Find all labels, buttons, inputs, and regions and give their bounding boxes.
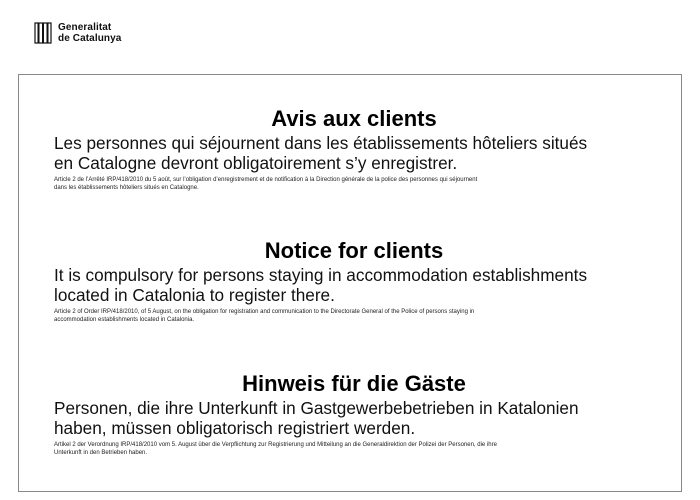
header <box>34 22 121 44</box>
notice-body-line: en Catalogne devront obligatoirement s’y enregistrer. <box>54 153 458 173</box>
generalitat-logo-icon <box>34 22 52 44</box>
logo-line-2: de Catalunya <box>58 33 122 44</box>
logo-line-1: Generalitat <box>58 22 112 33</box>
notice-reference <box>54 176 654 192</box>
notice-reference <box>54 308 654 324</box>
notice-reference-line: Artikel 2 der Verordnung IRP/418/2010 vom 5. August über die Verpflichtung zur Registrierung und Mitteilung an die Generaldirektion der Polizei der Personen, die ihre <box>54 442 497 448</box>
notice-body <box>54 265 694 305</box>
notice-french <box>54 107 694 192</box>
notice-body-line: haben, müssen obligatorisch registriert werden. <box>54 418 416 438</box>
notice-title: Notice for clients <box>264 238 444 263</box>
notice-body-line: Personen, die ihre Unterkunft in Gastgewerbebetrieben in Katalonien <box>54 398 579 418</box>
notice-body <box>54 133 694 173</box>
notice-reference-line: Article 2 de l’Arrêté IRP/418/2010 du 5 août, sur l’obligation d’enregistrement et de notification à la Direction générale de la police des personnes qui séjournent <box>54 177 478 183</box>
notice-reference-line: accommodation establishments located in Catalonia. <box>54 317 195 323</box>
notice-reference <box>54 441 654 457</box>
notice-reference-line: dans les établissements hôteliers situés en Catalogne. <box>54 185 199 191</box>
notice-body-line: Les personnes qui séjournent dans les établissements hôteliers situés <box>54 133 588 153</box>
notice-english <box>54 239 694 324</box>
notice-body-line: located in Catalonia to register there. <box>54 285 335 305</box>
notice-body-line: It is compulsory for persons staying in accommodation establishments <box>54 265 588 285</box>
logo-text <box>58 22 121 44</box>
notice-reference-line: Article 2 of Order IRP/418/2010, of 5 August, on the obligation for registration and communication to the Directorate General of the Police of persons staying in <box>54 309 475 315</box>
notice-title: Hinweis für die Gäste <box>242 371 466 396</box>
notice-german <box>54 372 694 457</box>
notice-reference-line: Unterkunft in den Betrieben haben. <box>54 450 148 456</box>
notice-title: Avis aux clients <box>271 106 437 131</box>
notice-body <box>54 398 694 438</box>
